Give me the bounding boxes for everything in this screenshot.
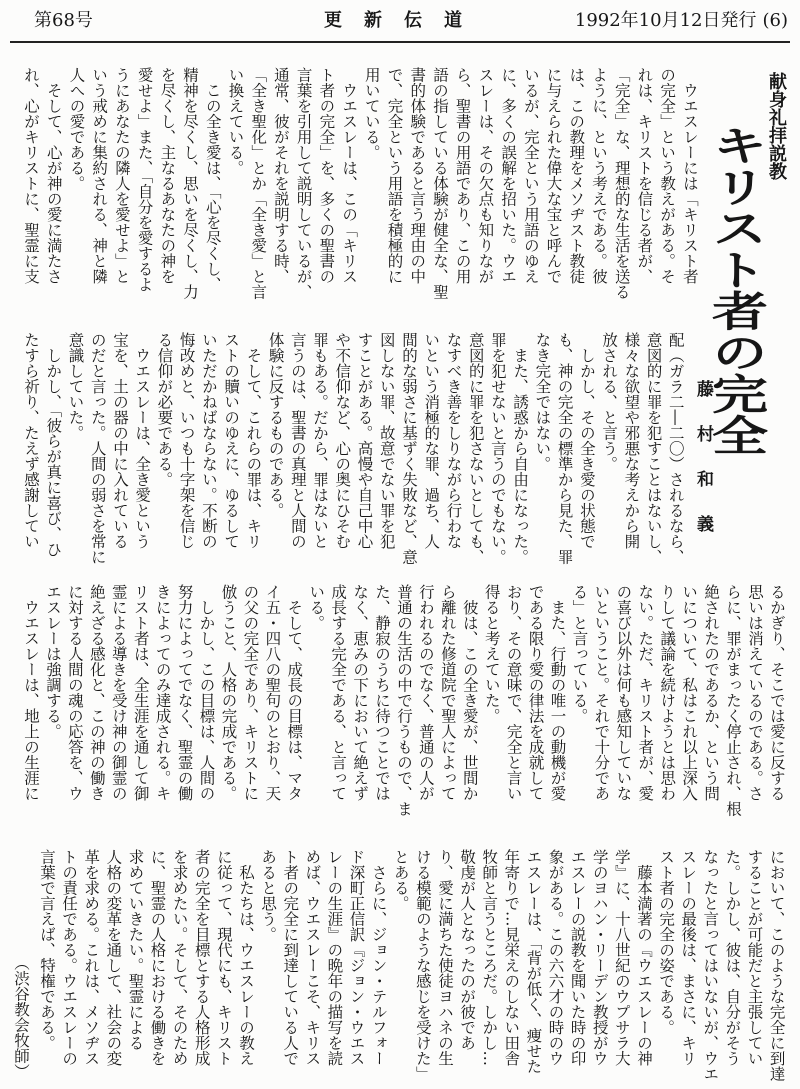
text-column: ウエスレーは、全き愛という	[133, 332, 152, 549]
text-column: することが可能だと主張してい	[745, 849, 764, 1066]
text-column: スト者の完全の姿である。	[657, 849, 676, 1035]
text-column: 様々な欲望や邪悪な考えから開	[622, 332, 641, 549]
text-column: レーの生涯』の晩年の描写を読	[325, 849, 344, 1066]
text-column: この全き愛は、「心を尽くし、	[203, 67, 222, 292]
author-name: 藤村和義	[693, 380, 713, 560]
text-tier-3	[22, 584, 785, 829]
text-column: で、完全という用語を積極的に	[385, 67, 404, 284]
text-column: 彼は、この全き愛が、世間か	[460, 584, 479, 801]
text-column: らに、罪がまったく停止され、根	[724, 584, 742, 817]
text-column: れは、キリストを信じる者が、	[635, 67, 654, 284]
text-column: 学』に、十八世紀のウプサラ大	[612, 849, 631, 1066]
text-column: ド深町正信訳『ジョン・ウエス	[347, 849, 366, 1066]
text-column: ない。ただ、キリスト者が、愛	[636, 584, 655, 801]
text-tier-1	[22, 67, 698, 312]
text-column: ら離れた修道院で聖人によって	[438, 584, 457, 801]
text-column: スレーの最後は、まさに、キリ	[679, 849, 698, 1066]
text-column: なく、恵みの下において絶えず	[351, 584, 370, 801]
text-column: ら、聖書の用語であり、この用	[453, 67, 472, 284]
masthead: 更新伝道	[324, 10, 484, 31]
text-column: は、この教理をメソヂスト教徒	[567, 67, 586, 284]
text-column: しかし、この目標は、人間の	[197, 584, 216, 801]
text-column: 言葉を引用して説明しているが、	[294, 67, 313, 300]
article-title: キリスト者の完全	[703, 124, 768, 456]
text-column: 人への愛である。	[67, 67, 86, 191]
text-column: リスト者は、全生涯を通して御	[131, 584, 150, 801]
text-column: い換えている。	[226, 67, 245, 176]
text-column: 絶されたのであるか、という問	[702, 584, 721, 801]
text-column: 者の完全を目標とする人格形成	[192, 849, 211, 1066]
text-column: あると思う。	[259, 849, 278, 942]
text-column: なき完全ではない。	[533, 332, 552, 472]
text-column: しかし、「彼らが真に喜び、ひ	[44, 332, 63, 557]
text-column: 思いは消えているのである。さ	[745, 584, 764, 801]
text-column: エスレーは強調する。	[43, 584, 62, 739]
text-column: 絶えざる感化と、この神の働き	[87, 584, 106, 801]
text-column: 用いている。	[362, 67, 381, 160]
text-column: すことがある。高慢や自己中心	[355, 332, 374, 549]
issue-number: 第68号	[34, 10, 93, 31]
text-column: 藤本満著の『ウエスレーの神	[634, 849, 653, 1066]
text-column: なったと言ってはいないが、ウエ	[701, 849, 720, 1082]
text-column: トの責任である。ウエスレーの	[60, 849, 79, 1066]
text-column: スレーは、その欠点も知りなが	[476, 67, 495, 284]
text-column: いる。	[307, 584, 326, 631]
text-column: いということ。それで十分であ	[592, 584, 611, 801]
text-column: ウエスレーには「キリスト者	[680, 67, 699, 284]
text-column: 「完全」な、理想的な生活を送る	[612, 67, 631, 300]
text-column: ト者の完全に到達している人で	[281, 849, 300, 1066]
publication-info	[575, 9, 788, 33]
text-column: や不信仰など、心の奥にひそむ	[333, 332, 352, 549]
text-column: 私たちは、ウエスレーの教え	[236, 849, 255, 1066]
text-column: に、多くの誤解を招いた。ウエ	[499, 67, 518, 284]
text-column: おり、その意味で、完全と言い	[504, 584, 523, 801]
text-column: 敬虔が人となったのが彼であ	[458, 849, 477, 1051]
text-column: ける模範のような感じを受けた」	[413, 849, 432, 1082]
text-column: 年寄りで…見栄えのしない田舎	[502, 849, 521, 1066]
text-column: なすべき善をしりながら行わな	[444, 332, 463, 549]
text-column: を尽くし、主なるあなたの神を	[158, 67, 177, 284]
text-column: 「全き聖化」とか「全き愛」と言	[249, 67, 268, 300]
text-column: 意図的に罪を犯すことはないし、	[644, 332, 663, 565]
text-column: た。しかし、彼は、自分がそう	[723, 849, 742, 1066]
text-column: また、行動の唯一の動機が愛	[548, 584, 567, 801]
text-column: た、静寂のうちに待つことでは	[373, 584, 391, 801]
text-column: さらに、ジョン・テルフォー	[369, 849, 388, 1066]
text-column: に、聖霊の人格における働きを	[148, 849, 167, 1066]
text-tier-2	[22, 332, 684, 577]
text-column: エスレーは、「背が低く、痩せた	[524, 849, 543, 1074]
text-column: 努力によってでなく、聖霊の働	[175, 584, 194, 801]
text-column: 意識していた。	[66, 332, 85, 441]
text-column: たすら祈り、たえず感謝してい	[22, 332, 40, 549]
text-column: 悔改めと、いつも十字架を信じ	[177, 332, 196, 549]
text-column: うにあなたの隣人を愛せよ」と	[112, 67, 131, 284]
text-column: 精神を尽くし、思いを尽くし、力	[181, 67, 200, 300]
text-column: 語の指している体験が健全な、聖	[430, 67, 449, 300]
text-column: めば、ウエスレーこそ、キリス	[303, 849, 322, 1066]
text-tier-4	[38, 849, 785, 1089]
text-column: 配（ガラ二―二〇）されるなら、	[666, 332, 685, 565]
text-column: ように、という考えである。彼	[589, 67, 608, 284]
text-column: である限り愛の律法を成就して	[526, 584, 545, 801]
text-column: のだと言った。人間の弱さを常に	[88, 332, 107, 565]
publication-date: 1992年10月12日発行	[574, 10, 757, 31]
text-column: ウエスレーは、この「キリス	[340, 67, 359, 284]
text-column: 書的体験であると言う理由の中	[408, 67, 427, 284]
text-column: 象がある。この六六才の時のウ	[546, 849, 565, 1066]
page-number: (6)	[762, 10, 788, 31]
text-column: 行われるのでなく、普通の人が	[416, 584, 435, 801]
text-column: り、愛に満ちた使徒ヨハネの生	[435, 849, 454, 1066]
text-column: いという消極的な罪、過ち、人	[422, 332, 441, 549]
text-column: いについて、私はこれ以上深入	[680, 584, 699, 801]
text-column: 体験に反するものである。	[266, 332, 285, 518]
text-column: 倣うこと、人格の完成である。	[219, 584, 238, 801]
text-column: るかぎり、そこでは愛に反する	[767, 584, 786, 801]
text-column: 牧師と言うところだ。しかし…	[480, 849, 499, 1066]
text-column: ウエスレーは、地上の生涯に	[22, 584, 40, 801]
text-column: りして議論を続けようとは思わ	[658, 584, 677, 801]
text-column: において、このような完全に到達	[767, 849, 786, 1082]
text-column: に対する人間の魂の応答を、ウ	[65, 584, 84, 801]
text-column: 革を求める。これは、メソヂス	[82, 849, 101, 1066]
text-column: の完全」という教えがある。そ	[658, 67, 677, 284]
text-column: いただかねばならない。不断の	[199, 332, 218, 549]
text-column: エスレーの説教を聞いた時の印	[568, 849, 587, 1066]
text-column: 普通の生活の中で行うもので、ま	[394, 584, 413, 817]
text-column: そして、心が神の愛に満たさ	[44, 67, 63, 284]
text-column: 放される、と言う。	[600, 332, 619, 472]
text-column: 宝を、土の器の中に入れている	[110, 332, 129, 549]
text-column: イ五・四八の聖句のとおり、天	[263, 584, 282, 801]
text-column: 成長する完全である、と言って	[329, 584, 348, 801]
text-column: の喜び以外は何も感知していな	[614, 584, 633, 801]
text-column: 人格の変革を通して、社会の変	[104, 849, 123, 1066]
text-column: れ、心がキリストに、聖霊に支	[22, 67, 40, 284]
text-column: 霊による導きを受け神の御霊の	[109, 584, 128, 801]
text-column: そして、成長の目標は、マタ	[285, 584, 304, 801]
text-column: いう戒めに集約される、神と隣	[90, 67, 109, 284]
text-column: る信仰が必要である。	[155, 332, 174, 487]
text-column: また、誘惑から自由になった。	[511, 332, 530, 565]
text-column: の父の完全であり、キリストに	[241, 584, 260, 801]
author-affiliation: （渋谷教会牧師）	[12, 955, 30, 1079]
text-column: 通常、彼がそれを説明する時、	[271, 67, 290, 284]
text-column: いるが、完全という用語のゆえ	[521, 67, 540, 284]
text-column: ストの贖いのゆえに、ゆるして	[222, 332, 241, 549]
text-column: 間的な弱さに基ずく失敗など、意	[399, 332, 418, 565]
text-column: を求めたい。そして、そのため	[170, 849, 189, 1066]
text-column: も、神の完全の標準から見た、罪	[555, 332, 574, 565]
text-column: 学のヨハン・リーデン教授がウ	[590, 849, 609, 1066]
text-column: きによってのみ達成される。キ	[153, 584, 172, 801]
text-column: しかし、その全き愛の状態で	[577, 332, 596, 549]
header-rule	[10, 41, 790, 43]
text-column: 愛せよ」また、「自分を愛するよ	[135, 67, 154, 292]
text-column: 得ると考えていた。	[482, 584, 501, 724]
text-column: に従って、現代にも、キリスト	[214, 849, 233, 1066]
text-column: る」と言っている。	[570, 584, 589, 724]
text-column: 言葉で言えば、特権である。	[38, 849, 56, 1051]
text-column: に与えられた偉大な宝と呼んで	[544, 67, 563, 284]
text-column: とある。	[391, 849, 410, 911]
sermon-category-label: 献身礼拝説教	[766, 72, 787, 180]
text-column: ト者の完全」を、多くの聖書の	[317, 67, 336, 284]
text-column: 図しない罪、故意でない罪を犯	[377, 332, 396, 549]
text-column: そして、これらの罪は、キリ	[244, 332, 263, 549]
text-column: 罪もある。だから、罪はないと	[311, 332, 330, 549]
text-column: 求めていきたい。聖霊による	[126, 849, 145, 1051]
text-column: 言うのは、聖書の真理と人間の	[288, 332, 307, 549]
text-column: 意図的に罪を犯さないとしても、	[466, 332, 485, 565]
text-column: 罪を犯せないと言うのでもない。	[488, 332, 507, 565]
